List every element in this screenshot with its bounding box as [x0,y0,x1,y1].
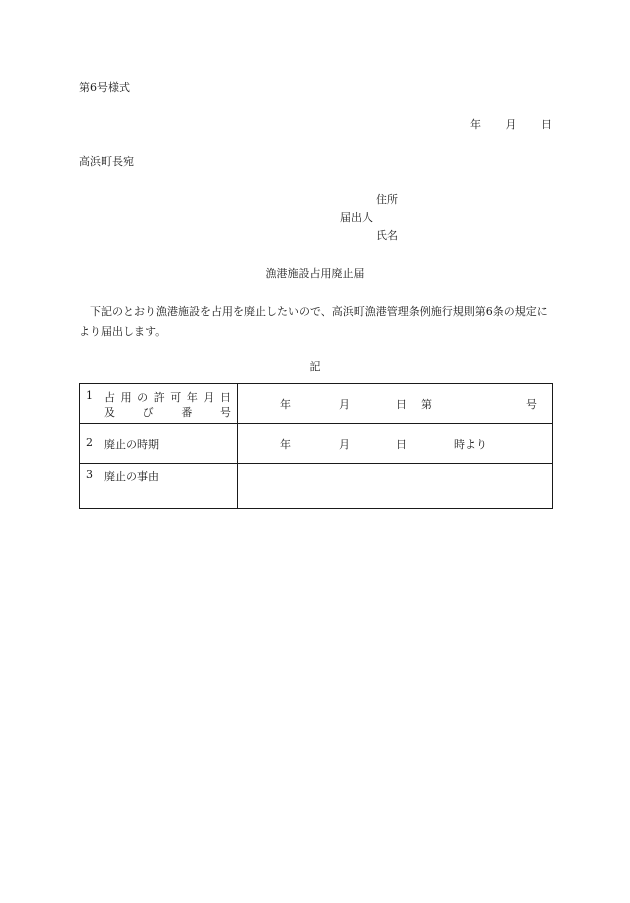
label-char: 用 [120,391,132,404]
notifier-label: 届出人 [340,211,373,224]
details-table [79,383,553,509]
name-label: 氏名 [376,229,398,242]
date-month-label: 月 [505,118,517,131]
row3-label: 廃止の事由 [104,470,159,483]
label-char: 及 [104,406,115,419]
row2-number: 2 [86,436,93,449]
label-char: 号 [219,406,231,419]
row1-year: 年 [280,398,291,411]
document-title: 漁港施設占用廃止届 [265,267,365,280]
row1-value-cell[interactable] [238,384,553,424]
date-year-label: 年 [470,118,481,131]
label-char: 月 [203,391,215,404]
row1-go: 号 [526,398,537,411]
ki-label: 記 [309,360,321,373]
row2-suffix: 時より [454,438,487,451]
label-char: び [142,406,154,419]
form-number: 第6号様式 [79,81,130,94]
addressee: 高浜町長宛 [79,155,134,168]
label-char: 許 [153,391,165,404]
row1-dai: 第 [421,398,432,411]
row1-number: 1 [86,389,93,402]
label-char: 占 [104,391,115,404]
label-char: 日 [219,391,231,404]
row2-year: 年 [280,438,291,451]
label-char: 年 [186,391,198,404]
row3-label-cell [80,464,238,509]
row1-day: 日 [396,398,407,411]
row1-label-line2 [104,404,231,420]
table-row [80,424,553,464]
row2-month: 月 [339,438,350,451]
row1-month: 月 [339,398,350,411]
row2-day: 日 [396,438,407,451]
label-char: 可 [170,391,182,404]
date-line [470,118,552,132]
date-day-label: 日 [541,118,552,131]
row1-label-line1 [104,389,231,405]
label-char: 番 [181,406,193,419]
label-char: の [137,391,149,404]
row2-value-cell[interactable] [238,424,553,464]
row2-label: 廃止の時期 [104,438,159,451]
table-row [80,384,553,424]
address-label: 住所 [376,193,398,206]
row3-number: 3 [86,468,93,481]
row2-label-cell [80,424,238,464]
row3-value-cell[interactable] [238,464,553,509]
body-text: 下記のとおり漁港施設を占用を廃止したいので、高浜町漁港管理条例施行規則第6条の規定により届出します。 [79,305,548,338]
table-row [80,464,553,509]
row1-label-cell [80,384,238,424]
